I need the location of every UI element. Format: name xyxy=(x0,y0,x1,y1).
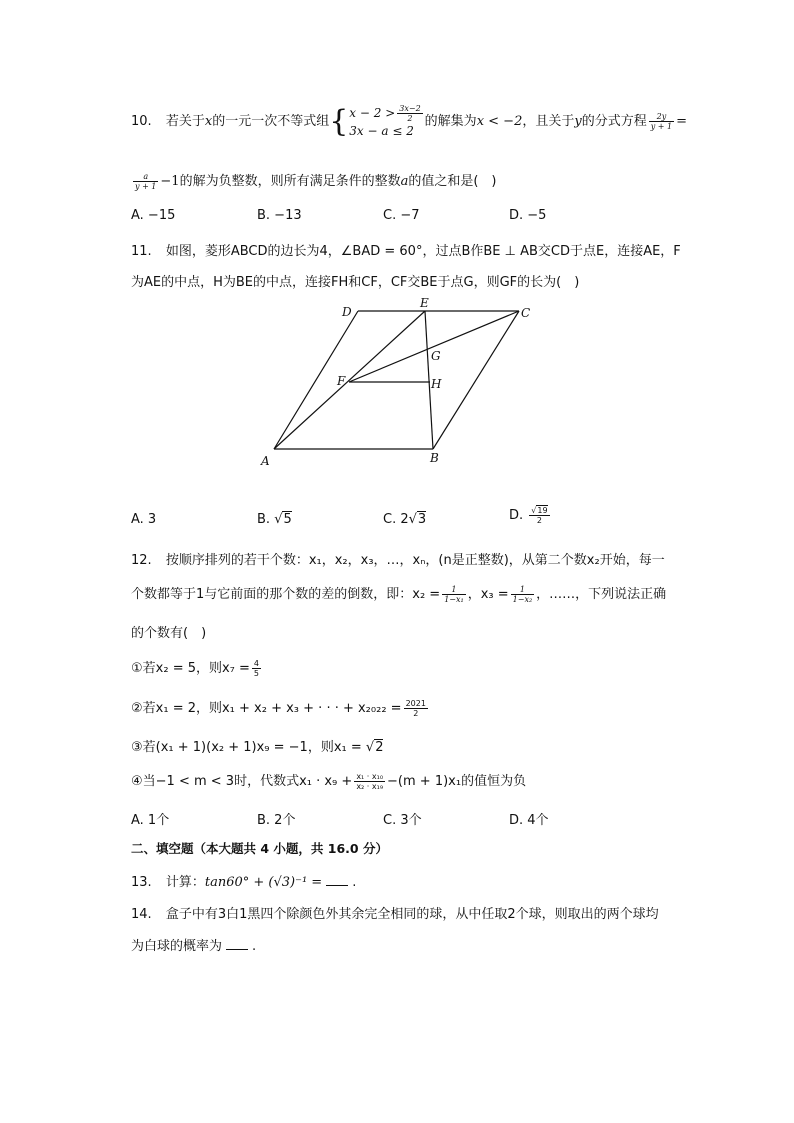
label-f: F xyxy=(337,374,346,388)
q11-option-b: B. √5 xyxy=(257,512,292,527)
label-a: A xyxy=(261,454,270,468)
q10-number: 10. xyxy=(131,114,152,129)
inequality-system xyxy=(349,104,424,139)
rhombus-figure xyxy=(255,296,545,471)
q12-text: 的个数有( ) xyxy=(131,626,207,641)
q12-text: 按顺序排列的若干个数：x₁，x₂，x₃，…，xₙ，(n是正整数)，从第二个数x₂开始，每一 xyxy=(165,553,665,568)
q12-line1 xyxy=(131,549,665,568)
var-y: y xyxy=(574,114,582,129)
frac-num: √19 xyxy=(531,506,548,515)
frac-den: y + 1 xyxy=(135,182,157,191)
fraction xyxy=(404,699,428,718)
frac-num: 1 xyxy=(511,585,535,595)
frac-num: 3x−2 xyxy=(399,104,421,113)
q11-text: 如图，菱形ABCD的边长为4，∠BAD = 60°，过点B作BE ⊥ AB交CD于点E，连接AE，F xyxy=(165,244,681,259)
segment-ae xyxy=(274,311,425,449)
q10-text: 的值之和是( ) xyxy=(408,174,497,189)
equals-sign: = xyxy=(676,114,688,129)
q10-option-c: C. −7 xyxy=(383,208,420,223)
q12-line3 xyxy=(131,622,206,641)
label-e: E xyxy=(420,296,429,310)
frac-den: x₂ · x₁₉ xyxy=(356,782,384,791)
q10-text: 的解集为 xyxy=(424,114,477,129)
statement-text: ①若x₂ = 5，则x₇ = xyxy=(131,661,250,676)
q12-line2 xyxy=(131,583,666,604)
q14-number: 14. xyxy=(131,907,152,922)
frac-den: 2 xyxy=(413,709,419,718)
q10-text: 的一元一次不等式组 xyxy=(212,114,330,129)
answer-blank xyxy=(326,873,348,886)
option-prefix: C. 2 xyxy=(383,512,409,527)
fraction xyxy=(529,506,549,525)
q11-line1 xyxy=(131,240,681,259)
q11-option-d xyxy=(509,506,552,525)
label-h: H xyxy=(431,377,442,391)
q10-line2 xyxy=(131,170,497,191)
var-a: a xyxy=(400,174,409,189)
answer-blank xyxy=(226,937,248,950)
option-prefix: B. xyxy=(257,512,275,527)
q12-statement-2 xyxy=(131,697,430,718)
frac-den: 2 xyxy=(407,114,413,123)
q10-option-b: B. −13 xyxy=(257,208,302,223)
q11-number: 11. xyxy=(131,244,152,259)
frac-num: 2021 xyxy=(405,699,426,708)
q12-statement-1 xyxy=(131,657,263,678)
fraction xyxy=(252,659,261,678)
q10-text: ，且关于 xyxy=(522,114,575,129)
q12-option-a: A. 1个 xyxy=(131,813,170,828)
frac-num: 1 xyxy=(442,585,466,595)
option-prefix: D. xyxy=(509,508,528,523)
frac-den: 1−x₂ xyxy=(512,595,533,604)
sys-line1: x − 2 > xyxy=(349,106,396,120)
q12-text: ，x₃ = xyxy=(467,587,509,602)
q14-text: 为白球的概率为 xyxy=(131,939,223,954)
q10-text: 的解为负整数，则所有满足条件的整数 xyxy=(179,174,401,189)
q12-number: 12. xyxy=(131,553,152,568)
label-g: G xyxy=(431,349,441,363)
q11-text: 为AE的中点，H为BE的中点，连接FH和CF，CF交BE于点G，则GF的长为( ) xyxy=(131,275,580,290)
side-da xyxy=(274,311,358,449)
statement-text: ②若x₁ = 2，则x₁ + x₂ + x₃ + · · · + x₂₀₂₂ = xyxy=(131,701,402,716)
q12-text: 个数都等于1与它前面的那个数的差的倒数，即：x₂ = xyxy=(131,587,441,602)
eq-tail: −1 xyxy=(160,174,180,189)
q10-option-a: A. −15 xyxy=(131,208,176,223)
radicand: 19 xyxy=(537,506,548,515)
sys-line2: 3x − a ≤ 2 xyxy=(349,124,414,138)
q11-option-c: C. 2√3 xyxy=(383,512,427,527)
frac-num: a xyxy=(133,172,158,182)
var-x: x xyxy=(204,114,213,129)
q10-line1 xyxy=(131,104,687,139)
fraction xyxy=(511,585,535,604)
q14-line1 xyxy=(131,903,659,922)
segment-cf xyxy=(349,311,519,382)
fraction xyxy=(133,172,158,191)
statement-text: ③若(x₁ + 1)(x₂ + 1)x₉ = −1，则x₁ = √ xyxy=(131,740,375,755)
brace-symbol: { xyxy=(329,103,349,139)
radicand: 3 xyxy=(417,512,427,527)
fraction xyxy=(397,104,422,123)
q14-text: 盒子中有3白1黑四个除颜色外其余完全相同的球，从中任取2个球，则取出的两个球均 xyxy=(165,907,659,922)
fraction xyxy=(442,585,466,604)
q12-option-c: C. 3个 xyxy=(383,813,422,828)
q11-line2 xyxy=(131,271,579,290)
frac-den: 5 xyxy=(253,669,260,678)
frac-num: x₁ · x₁₀ xyxy=(356,772,384,781)
q10-text: 若关于 xyxy=(165,114,205,129)
frac-den: 2 xyxy=(536,516,542,525)
q12-statement-3 xyxy=(131,736,383,755)
solution-set: x < −2 xyxy=(476,114,523,129)
q13-number: 13. xyxy=(131,875,152,890)
section-heading: 二、填空题（本大题共 4 小题，共 16.0 分） xyxy=(131,841,388,856)
radicand: 5 xyxy=(283,512,292,527)
frac-num: 4 xyxy=(253,659,260,668)
label-c: C xyxy=(521,306,531,320)
label-b: B xyxy=(430,451,439,465)
radicand: 2 xyxy=(375,740,384,755)
q12-option-d: D. 4个 xyxy=(509,813,549,828)
q12-option-b: B. 2个 xyxy=(257,813,296,828)
side-bc xyxy=(433,311,519,449)
frac-den: y + 1 xyxy=(650,122,673,131)
frac-num: 2y xyxy=(649,112,674,122)
statement-text: ④当−1 < m < 3时，代数式x₁ · x₉ + xyxy=(131,774,353,789)
q10-option-d: D. −5 xyxy=(509,208,547,223)
q13-text: 计算： xyxy=(165,875,205,890)
label-d: D xyxy=(342,305,352,319)
q14-line2 xyxy=(131,935,256,954)
fraction xyxy=(354,772,385,791)
fraction xyxy=(649,112,674,131)
q13-tail: . xyxy=(352,875,357,890)
q13-expression: tan60° + (√3)⁻¹ = xyxy=(204,875,323,890)
q10-text: 的分式方程 xyxy=(581,114,647,129)
q12-statement-4 xyxy=(131,770,526,791)
q13-line xyxy=(131,871,356,890)
q12-text: ，……，下列说法正确 xyxy=(536,587,667,602)
frac-den: 1−x₁ xyxy=(444,595,464,604)
statement-text: −(m + 1)x₁的值恒为负 xyxy=(387,774,527,789)
q11-option-a: A. 3 xyxy=(131,512,157,527)
q14-tail: . xyxy=(252,939,257,954)
